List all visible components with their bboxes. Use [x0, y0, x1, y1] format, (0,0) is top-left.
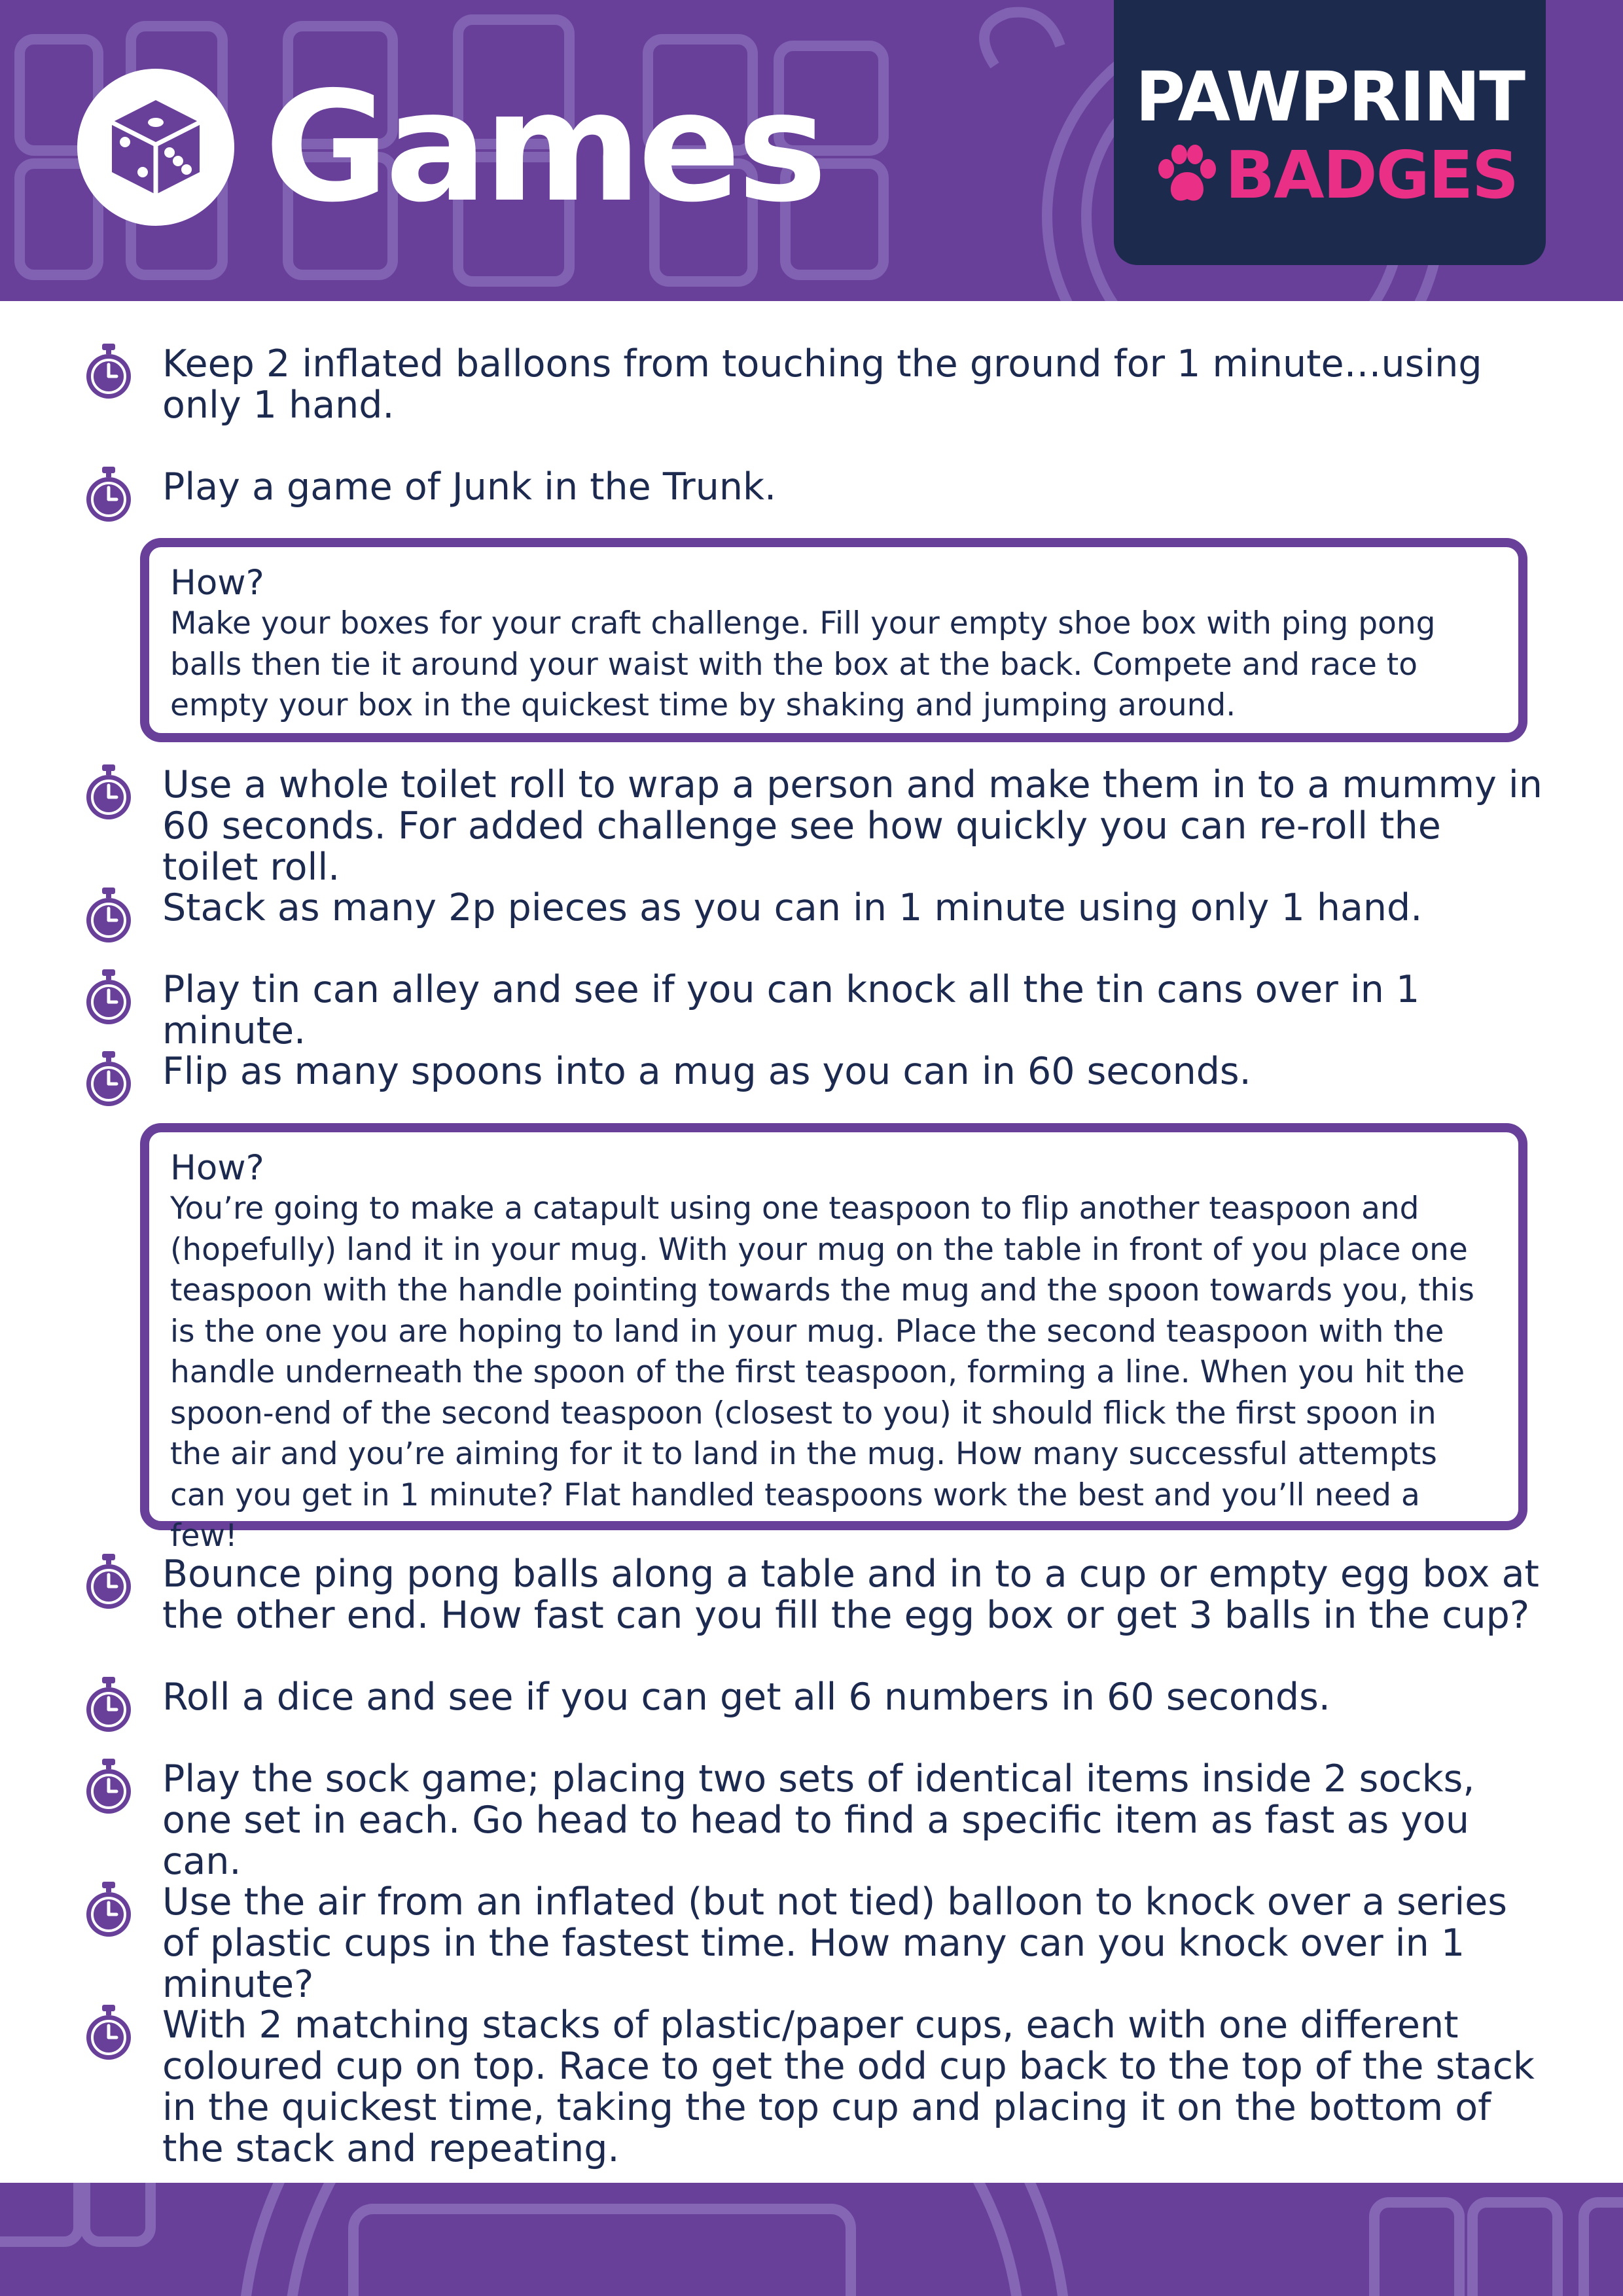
brand-name-bottom: BADGES: [1225, 137, 1518, 213]
list-item-text: Play the sock game; placing two sets of identical items inside 2 socks, one set in each. Go head to head to find a specific item as fast as you can.: [162, 1757, 1475, 1883]
brand-logo: [1114, 0, 1546, 265]
how-box-label: How?: [170, 1148, 264, 1188]
list-item-text: Play a game of Junk in the Trunk.: [162, 465, 777, 509]
dice-badge: [77, 69, 234, 226]
stopwatch-icon: [84, 1882, 134, 1938]
brand-bottom-row: [1153, 137, 1518, 213]
list-item-text: Bounce ping pong balls along a table and in to a cup or empty egg box at the other end. How fast can you fill the egg box or get 3 balls in the cup?: [162, 1552, 1539, 1637]
page-title: Games: [264, 59, 824, 236]
how-box: [140, 538, 1527, 742]
stopwatch-icon: [84, 1051, 134, 1107]
stopwatch-icon: [84, 1677, 134, 1733]
how-box-text: You’re going to make a catapult using one teaspoon to flip another teaspoon and (hopefully) land it in your mug. With your mug on the table in front of you place one teaspoon with the handle pointing towards the mug and the spoon towards you, this is the one you are hoping to land in your mug. Place the second teaspoon with the handle underneath the spoon of the first teaspoon, forming a line. When you hit the spoon-end of the second teaspoon (closest to you) it should flick the first spoon in the air and you’re aiming for it to land in the mug. How many successful attempts can you get in 1 minute? Flat handled teaspoons work the best and you’ll need a few!: [170, 1191, 1474, 1554]
stopwatch-icon: [84, 2005, 134, 2061]
list-item-text: Stack as many 2p pieces as you can in 1 minute using only 1 hand.: [162, 886, 1423, 929]
list-item-text: Roll a dice and see if you can get all 6 numbers in 60 seconds.: [162, 1676, 1330, 1719]
stopwatch-icon: [84, 1759, 134, 1815]
list-item-text: Flip as many spoons into a mug as you can in 60 seconds.: [162, 1050, 1251, 1093]
stopwatch-icon: [84, 344, 134, 400]
stopwatch-icon: [84, 764, 134, 821]
footer-banner: [0, 2183, 1623, 2296]
how-box-label: How?: [170, 563, 264, 603]
list-item-text: Use the air from an inflated (but not tied) balloon to knock over a series of plastic cups in the fastest time. How many can you knock over in 1 minute?: [162, 1880, 1507, 2006]
list-item-text: Use a whole toilet roll to wrap a person and make them in to a mummy in 60 seconds. For added challenge see how quickly you can re-roll the toilet roll.: [162, 763, 1543, 889]
how-box: [140, 1123, 1527, 1554]
paw-icon: [1153, 143, 1219, 208]
footer-background-pattern: [0, 2183, 1623, 2296]
stopwatch-icon: [84, 1554, 134, 1610]
stopwatch-icon: [84, 969, 134, 1026]
how-box-text: Make your boxes for your craft challenge. Fill your empty shoe box with ping pong balls then tie it around your waist with the box at the back. Compete and race to empty your box in the quickest time by shaking and jumping around.: [170, 605, 1436, 723]
brand-name-top: PAWPRINT: [1135, 57, 1525, 137]
dice-icon: [107, 95, 205, 200]
title-group: [77, 59, 824, 236]
stopwatch-icon: [84, 467, 134, 523]
list-item-text: With 2 matching stacks of plastic/paper cups, each with one different coloured cup on top. Race to get the odd cup back to the top of the stack in the quickest time, taking the top cup and placing it on the bottom of the stack and repeating.: [162, 2003, 1535, 2170]
stopwatch-icon: [84, 888, 134, 944]
list-item-text: Keep 2 inflated balloons from touching the ground for 1 minute…using only 1 hand.: [162, 342, 1482, 427]
list-item-text: Play tin can alley and see if you can knock all the tin cans over in 1 minute.: [162, 968, 1420, 1052]
header-banner: [0, 0, 1623, 301]
